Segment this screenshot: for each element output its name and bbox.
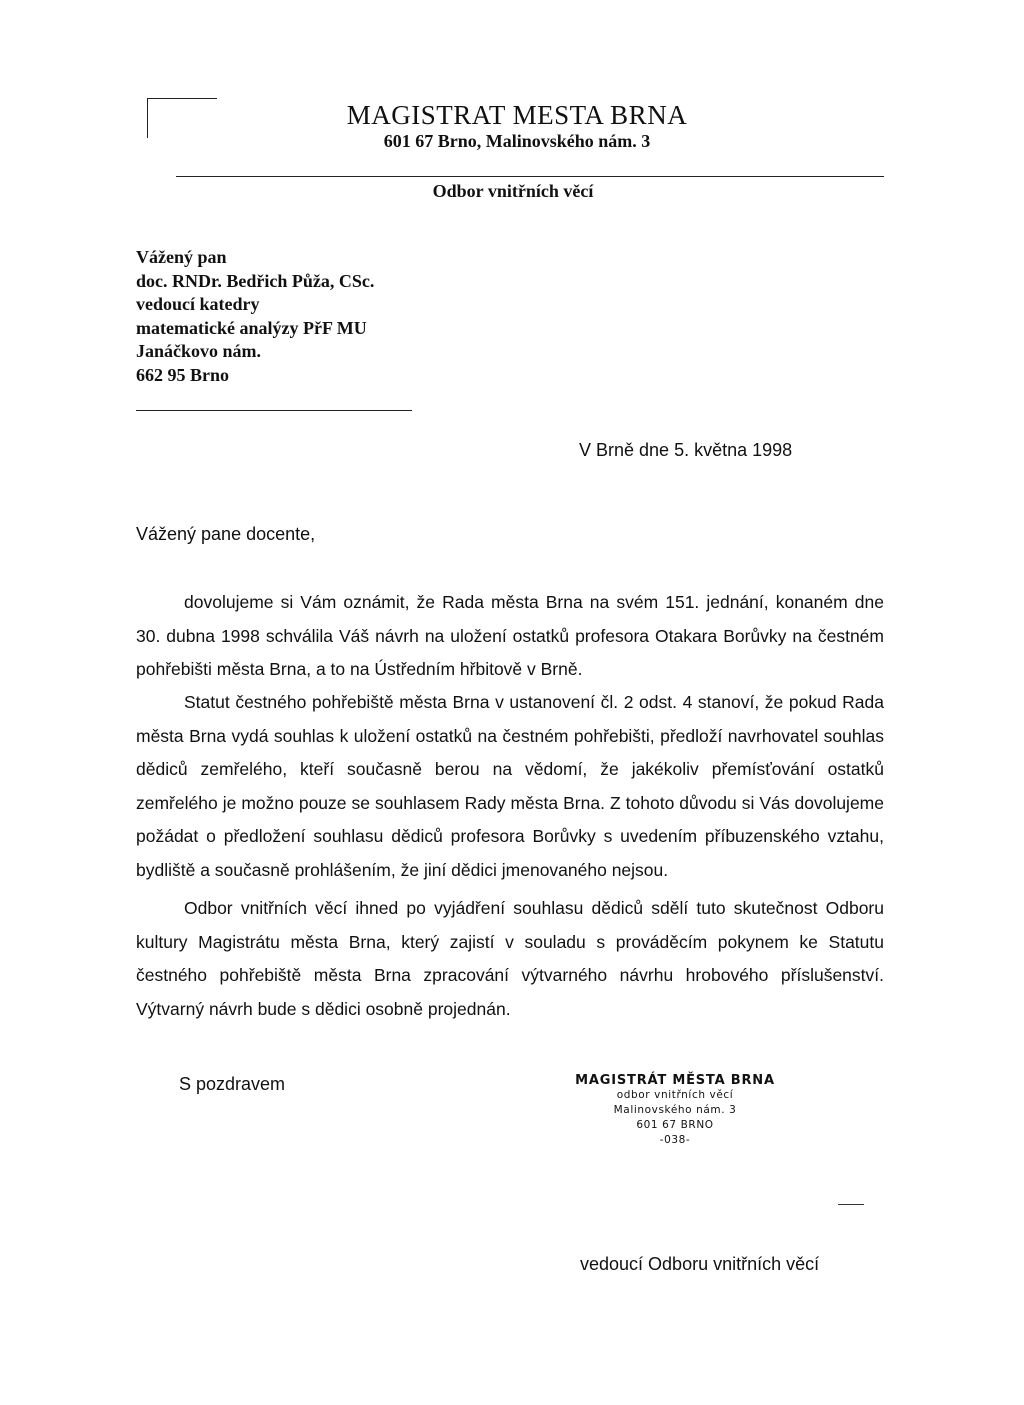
stamp-line: odbor vnitřních věcí [616, 1089, 734, 1101]
paragraph-text: dovolujeme si Vám oznámit, že Rada města Brna na svém 151. jednání, konaném dne 30. dubna 1998 schválila Váš návrh na uložení ostatků profesora Otakara Borůvky na čestném pohřebišti města Brna, a to na Ústředním hřbitově v Brně. [136, 592, 884, 679]
office-address: 601 67 Brno, Malinovského nám. 3 [383, 131, 651, 151]
recipient-line: doc. RNDr. Bedřich Půža, CSc. [136, 270, 375, 291]
stamp-line: Malinovského nám. 3 [613, 1104, 737, 1116]
recipient-line: Vážený pan [136, 247, 227, 267]
department-name: Odbor vnitřních věcí [432, 181, 594, 201]
paragraph-text: Odbor vnitřních věcí ihned po vyjádření souhlasu dědiců sdělí tuto skutečnost Odboru kultury Magistrátu města Brna, který zajistí v souladu s prováděcím pokynem ke Statutu čestného pohřebiště města Brna zpracování výtvarného návrhu hrobového příslušenství. Výtvarný návrh bude s dědici osobně projednán. [136, 898, 884, 1019]
body-paragraph-3 [136, 892, 884, 1026]
stamp-line: 601 67 BRNO [636, 1119, 714, 1131]
recipient-line: matematické analýzy PřF MU [136, 317, 367, 338]
recipient-line: vedoucí katedry [136, 294, 260, 314]
office-name: MAGISTRAT MESTA BRNA [346, 100, 688, 130]
recipient-divider [136, 410, 412, 411]
paragraph-text: Statut čestného pohřebiště města Brna v ustanovení čl. 2 odst. 4 stanoví, že pokud Rada města Brna vydá souhlas k uložení ostatků na čestném pohřebišti, předloží navrhovatel souhlas dědiců zemřelého, kteří současně berou na vědomí, že jakékoliv přemísťování ostatků zemřelého je možno pouze se souhlasem Rady města Brna. Z tohoto důvodu si Vás dovolujeme požádat o předložení souhlasu dědiců profesora Borůvky s uvedením příbuzenského vztahu, bydliště a současně prohlášením, že jiní dědici jmenovaného nejsou. [136, 692, 884, 880]
closing-greeting: S pozdravem [179, 1074, 286, 1094]
salutation: Vážený pane docente, [136, 524, 316, 544]
stamp-line: -038- [659, 1134, 691, 1146]
signature-mark [838, 1204, 864, 1205]
letter-date: V Brně dne 5. května 1998 [579, 440, 793, 460]
recipient-line: Janáčkovo nám. [136, 341, 262, 361]
stamp-line: MAGISTRÁT MĚSTA BRNA [575, 1073, 775, 1088]
body-paragraph-1 [136, 586, 884, 687]
recipient-address [136, 246, 374, 387]
signatory-title: vedoucí Odboru vnitřních věcí [580, 1254, 820, 1274]
official-stamp [560, 1073, 790, 1148]
recipient-line: 662 95 Brno [136, 364, 230, 385]
body-paragraph-2 [136, 686, 884, 887]
header-divider [176, 176, 884, 177]
